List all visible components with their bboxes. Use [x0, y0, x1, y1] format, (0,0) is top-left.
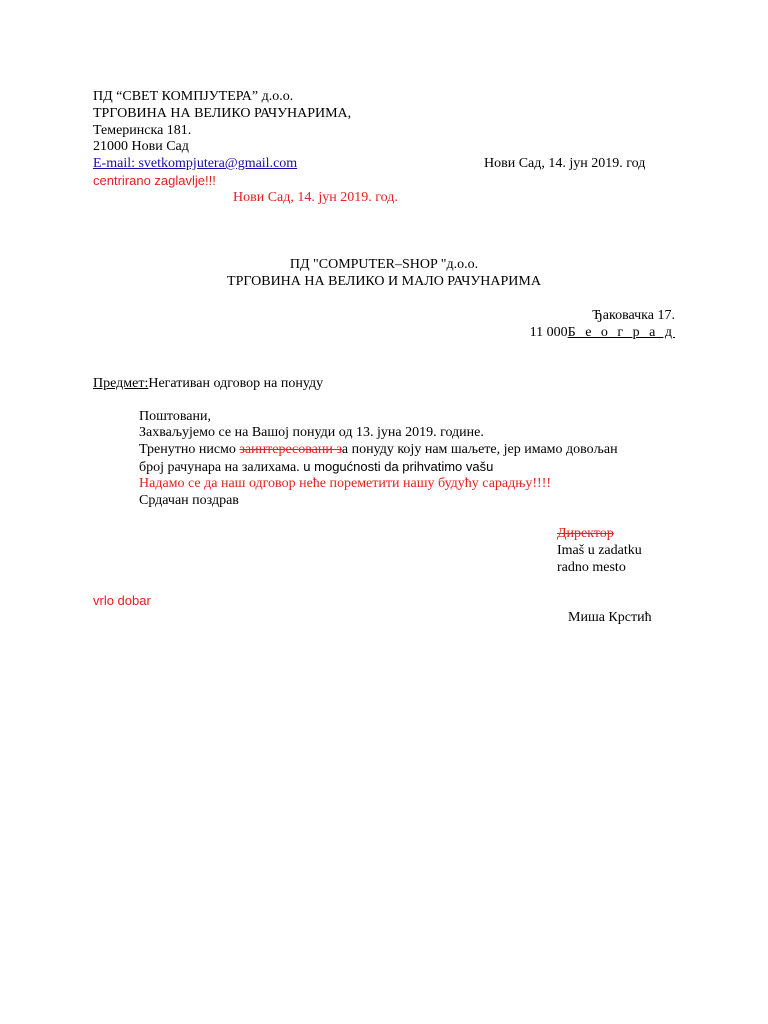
greeting: Поштовани, [139, 409, 211, 424]
subject-label: Предмет: [93, 376, 149, 391]
recipient-city: Б е о г р а д [567, 325, 675, 340]
grade-note: vrlo dobar [93, 593, 151, 608]
sender-email-link[interactable]: E-mail: svetkompjutera@gmail.com [93, 156, 298, 171]
recipient-company: ПД "COMPUTER–SHOP "д.о.о. [289, 257, 479, 272]
subject-line [93, 375, 323, 392]
signature-note-2: radno mesto [557, 560, 626, 575]
body-line-3-text: број рачунара на залихама. [139, 460, 300, 475]
date-centered: Нови Сад, 14. јун 2019. год. [233, 190, 398, 205]
sender-activity: ТРГОВИНА НА ВЕЛИКО РАЧУНАРИМА, [93, 106, 352, 121]
recipient-street: Ђаковачка 17. [592, 308, 675, 323]
recipient-postcode: 11 000 [529, 325, 568, 340]
signature-note-1: Imaš u zadatku [557, 543, 642, 558]
body-line-2-start: Тренутно нисмо [139, 442, 240, 457]
sender-company: ПД “СВЕТ КОМПЈУТЕРА” д.о.о. [93, 89, 294, 104]
deleted-word: заинтересовани з [239, 442, 342, 457]
sender-city: 21000 Нови Сад [93, 139, 189, 154]
date-line: Нови Сад, 14. јун 2019. год [484, 156, 646, 171]
subject-text: Негативан одговор на понуду [148, 376, 324, 391]
body-line-3 [139, 458, 493, 476]
body-line-2-end: а понуду коју нам шаљете, јер имамо довољан [341, 442, 618, 457]
closing: Срдачан поздрав [139, 493, 239, 508]
body-line-2 [139, 441, 618, 458]
sender-street: Темеринска 181. [93, 123, 192, 138]
teacher-note-centered-header: centrirano zaglavlje!!! [93, 173, 216, 188]
body-line-4-correction: Надамо се да наш одговор неће пореметити нашу будућу сарадњу!!!! [139, 476, 552, 491]
body-line-3-note: u mogućnosti da prihvatimo vašu [299, 459, 494, 474]
recipient-activity: ТРГОВИНА НА ВЕЛИКО И МАЛО РАЧУНАРИМА [227, 274, 541, 289]
body-line-1: Захваљујемо се на Вашој понуди од 13. јуна 2019. године. [139, 425, 484, 440]
signature-name: Миша Крстић [568, 610, 652, 625]
signature-title-struck: Директор [557, 526, 614, 541]
recipient-city-line [400, 324, 675, 341]
